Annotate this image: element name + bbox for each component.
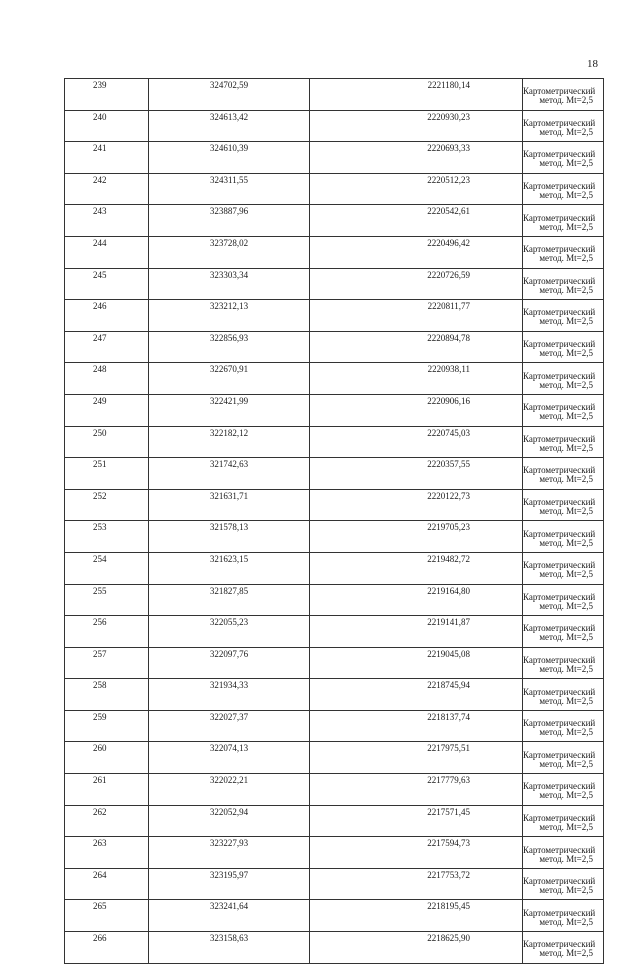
y-coordinate-cell: 2217571,45: [310, 805, 523, 837]
table-row: [65, 521, 604, 553]
point-number-cell: 264: [65, 868, 149, 900]
x-coordinate-cell: 322856,93: [149, 331, 310, 363]
table-row: [65, 142, 604, 174]
method-cell: Картометрический метод. Mt=2,5: [523, 394, 604, 426]
table-row: [65, 932, 604, 964]
table-row: [65, 616, 604, 648]
table-row: [65, 458, 604, 490]
x-coordinate-cell: 321827,85: [149, 584, 310, 616]
point-number-cell: 240: [65, 110, 149, 142]
y-coordinate-cell: 2220512,23: [310, 173, 523, 205]
y-coordinate-cell: 2220357,55: [310, 458, 523, 490]
coordinates-table-body: [65, 79, 604, 964]
method-cell: Картометрический метод. Mt=2,5: [523, 900, 604, 932]
table-row: [65, 331, 604, 363]
coordinates-table-wrapper: [64, 78, 612, 964]
y-coordinate-cell: 2220496,42: [310, 236, 523, 268]
point-number-cell: 244: [65, 236, 149, 268]
x-coordinate-cell: 323158,63: [149, 932, 310, 964]
method-cell: Картометрический метод. Mt=2,5: [523, 805, 604, 837]
y-coordinate-cell: 2217594,73: [310, 837, 523, 869]
table-row: [65, 173, 604, 205]
point-number-cell: 254: [65, 552, 149, 584]
x-coordinate-cell: 323195,97: [149, 868, 310, 900]
table-row: [65, 426, 604, 458]
method-cell: Картометрический метод. Mt=2,5: [523, 584, 604, 616]
y-coordinate-cell: 2221180,14: [310, 79, 523, 111]
x-coordinate-cell: 323241,64: [149, 900, 310, 932]
method-cell: Картометрический метод. Mt=2,5: [523, 679, 604, 711]
point-number-cell: 255: [65, 584, 149, 616]
y-coordinate-cell: 2218745,94: [310, 679, 523, 711]
y-coordinate-cell: 2220542,61: [310, 205, 523, 237]
point-number-cell: 248: [65, 363, 149, 395]
x-coordinate-cell: 321631,71: [149, 489, 310, 521]
y-coordinate-cell: 2219164,80: [310, 584, 523, 616]
table-row: [65, 489, 604, 521]
x-coordinate-cell: 321742,63: [149, 458, 310, 490]
x-coordinate-cell: 322027,37: [149, 710, 310, 742]
point-number-cell: 258: [65, 679, 149, 711]
table-row: [65, 205, 604, 237]
point-number-cell: 265: [65, 900, 149, 932]
method-cell: Картометрический метод. Mt=2,5: [523, 742, 604, 774]
method-cell: Картометрический метод. Mt=2,5: [523, 647, 604, 679]
coordinates-table: [64, 78, 604, 964]
point-number-cell: 243: [65, 205, 149, 237]
point-number-cell: 250: [65, 426, 149, 458]
method-cell: Картометрический метод. Mt=2,5: [523, 616, 604, 648]
point-number-cell: 247: [65, 331, 149, 363]
x-coordinate-cell: 321578,13: [149, 521, 310, 553]
y-coordinate-cell: 2220745,03: [310, 426, 523, 458]
point-number-cell: 263: [65, 837, 149, 869]
point-number-cell: 245: [65, 268, 149, 300]
y-coordinate-cell: 2218137,74: [310, 710, 523, 742]
x-coordinate-cell: 324613,42: [149, 110, 310, 142]
method-cell: Картометрический метод. Mt=2,5: [523, 300, 604, 332]
table-row: [65, 236, 604, 268]
y-coordinate-cell: 2217779,63: [310, 774, 523, 806]
x-coordinate-cell: 323227,93: [149, 837, 310, 869]
x-coordinate-cell: 323728,02: [149, 236, 310, 268]
point-number-cell: 260: [65, 742, 149, 774]
y-coordinate-cell: 2217975,51: [310, 742, 523, 774]
method-cell: Картометрический метод. Mt=2,5: [523, 110, 604, 142]
y-coordinate-cell: 2218195,45: [310, 900, 523, 932]
table-row: [65, 79, 604, 111]
point-number-cell: 262: [65, 805, 149, 837]
x-coordinate-cell: 324610,39: [149, 142, 310, 174]
method-cell: Картометрический метод. Mt=2,5: [523, 932, 604, 964]
table-row: [65, 268, 604, 300]
method-cell: Картометрический метод. Mt=2,5: [523, 489, 604, 521]
page-number: 18: [587, 58, 598, 70]
x-coordinate-cell: 321934,33: [149, 679, 310, 711]
y-coordinate-cell: 2219045,08: [310, 647, 523, 679]
table-row: [65, 868, 604, 900]
method-cell: Картометрический метод. Mt=2,5: [523, 268, 604, 300]
x-coordinate-cell: 322022,21: [149, 774, 310, 806]
y-coordinate-cell: 2220906,16: [310, 394, 523, 426]
table-row: [65, 552, 604, 584]
table-row: [65, 363, 604, 395]
point-number-cell: 252: [65, 489, 149, 521]
x-coordinate-cell: 323303,34: [149, 268, 310, 300]
x-coordinate-cell: 322421,99: [149, 394, 310, 426]
table-row: [65, 805, 604, 837]
method-cell: Картометрический метод. Mt=2,5: [523, 363, 604, 395]
table-row: [65, 110, 604, 142]
point-number-cell: 266: [65, 932, 149, 964]
y-coordinate-cell: 2219141,87: [310, 616, 523, 648]
table-row: [65, 774, 604, 806]
method-cell: Картометрический метод. Mt=2,5: [523, 331, 604, 363]
y-coordinate-cell: 2220122,73: [310, 489, 523, 521]
table-row: [65, 647, 604, 679]
x-coordinate-cell: 321623,15: [149, 552, 310, 584]
method-cell: Картометрический метод. Mt=2,5: [523, 142, 604, 174]
table-row: [65, 837, 604, 869]
method-cell: Картометрический метод. Mt=2,5: [523, 205, 604, 237]
point-number-cell: 259: [65, 710, 149, 742]
y-coordinate-cell: 2217753,72: [310, 868, 523, 900]
x-coordinate-cell: 322670,91: [149, 363, 310, 395]
point-number-cell: 241: [65, 142, 149, 174]
method-cell: Картометрический метод. Mt=2,5: [523, 236, 604, 268]
method-cell: Картометрический метод. Mt=2,5: [523, 458, 604, 490]
point-number-cell: 253: [65, 521, 149, 553]
x-coordinate-cell: 322074,13: [149, 742, 310, 774]
y-coordinate-cell: 2220726,59: [310, 268, 523, 300]
x-coordinate-cell: 322097,76: [149, 647, 310, 679]
table-row: [65, 394, 604, 426]
x-coordinate-cell: 324311,55: [149, 173, 310, 205]
table-row: [65, 300, 604, 332]
point-number-cell: 242: [65, 173, 149, 205]
y-coordinate-cell: 2220811,77: [310, 300, 523, 332]
point-number-cell: 249: [65, 394, 149, 426]
table-row: [65, 584, 604, 616]
method-cell: Картометрический метод. Mt=2,5: [523, 774, 604, 806]
method-cell: Картометрический метод. Mt=2,5: [523, 552, 604, 584]
x-coordinate-cell: 322052,94: [149, 805, 310, 837]
method-cell: Картометрический метод. Mt=2,5: [523, 173, 604, 205]
method-cell: Картометрический метод. Mt=2,5: [523, 521, 604, 553]
table-row: [65, 742, 604, 774]
point-number-cell: 256: [65, 616, 149, 648]
y-coordinate-cell: 2219705,23: [310, 521, 523, 553]
x-coordinate-cell: 323212,13: [149, 300, 310, 332]
method-cell: Картометрический метод. Mt=2,5: [523, 426, 604, 458]
point-number-cell: 246: [65, 300, 149, 332]
table-row: [65, 679, 604, 711]
x-coordinate-cell: 322182,12: [149, 426, 310, 458]
method-cell: Картометрический метод. Mt=2,5: [523, 79, 604, 111]
y-coordinate-cell: 2220894,78: [310, 331, 523, 363]
y-coordinate-cell: 2220938,11: [310, 363, 523, 395]
point-number-cell: 239: [65, 79, 149, 111]
y-coordinate-cell: 2219482,72: [310, 552, 523, 584]
y-coordinate-cell: 2218625,90: [310, 932, 523, 964]
x-coordinate-cell: 322055,23: [149, 616, 310, 648]
point-number-cell: 261: [65, 774, 149, 806]
point-number-cell: 251: [65, 458, 149, 490]
x-coordinate-cell: 324702,59: [149, 79, 310, 111]
table-row: [65, 710, 604, 742]
method-cell: Картометрический метод. Mt=2,5: [523, 868, 604, 900]
method-cell: Картометрический метод. Mt=2,5: [523, 837, 604, 869]
y-coordinate-cell: 2220930,23: [310, 110, 523, 142]
x-coordinate-cell: 323887,96: [149, 205, 310, 237]
method-cell: Картометрический метод. Mt=2,5: [523, 710, 604, 742]
point-number-cell: 257: [65, 647, 149, 679]
y-coordinate-cell: 2220693,33: [310, 142, 523, 174]
